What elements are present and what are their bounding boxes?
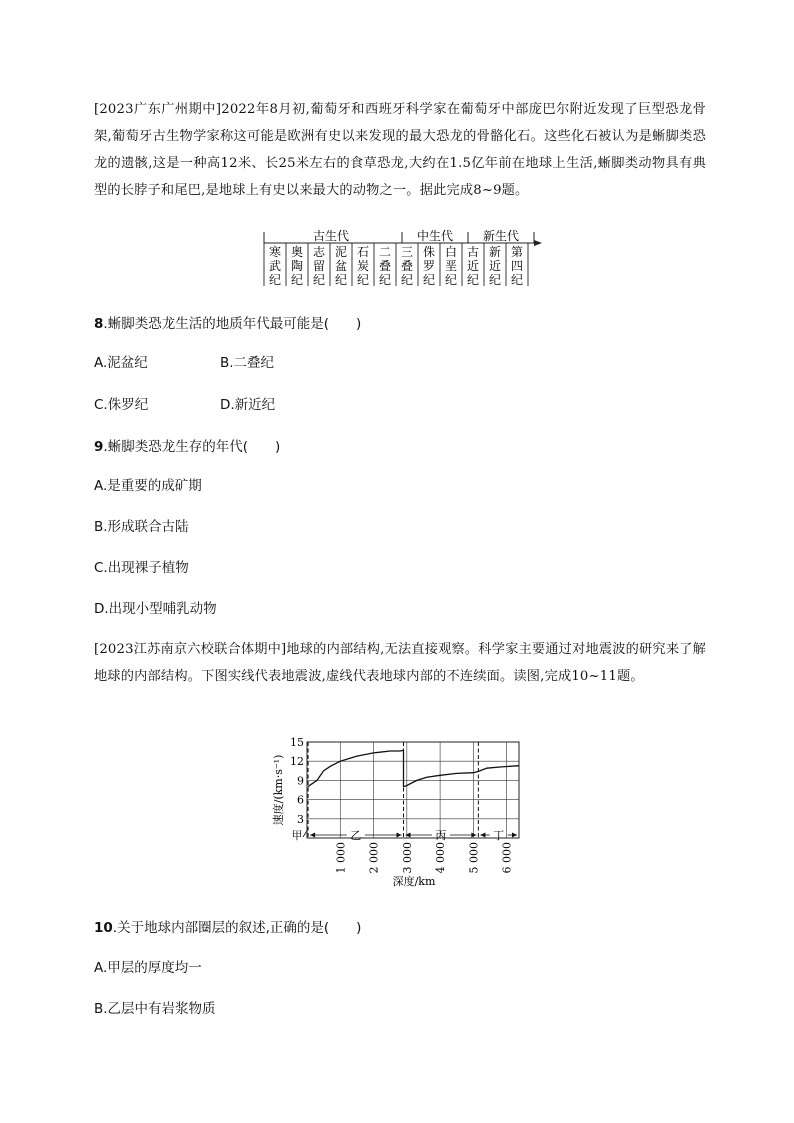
layer-arrow-right xyxy=(396,833,401,838)
x-tick-label: 5 000 xyxy=(467,842,481,874)
period-label: 石炭纪 xyxy=(356,245,370,287)
x-tick-label: 4 000 xyxy=(434,842,448,874)
passage-2-source: [2023江苏南京六校联合体期中] xyxy=(94,642,287,657)
period-label: 古近纪 xyxy=(466,245,480,287)
q9-option-a[interactable]: A.是重要的成矿期 xyxy=(94,478,202,494)
x-tick-label: 3 000 xyxy=(400,842,414,874)
period-label: 泥盆纪 xyxy=(334,245,348,287)
wave-series-line xyxy=(308,750,403,787)
x-axis-label: 深度/km xyxy=(392,875,436,888)
q8-option-c[interactable]: C.侏罗纪 xyxy=(94,397,149,413)
layer-arrow-left xyxy=(310,833,315,838)
q10-option-a[interactable]: A.甲层的厚度均一 xyxy=(94,960,202,976)
period-label: 寒武纪 xyxy=(268,245,282,287)
layer-label: 丁 xyxy=(493,829,505,842)
q9-option-c[interactable]: C.出现裸子植物 xyxy=(94,560,189,576)
passage-1-source: [2023广东广州期中] xyxy=(94,102,222,117)
x-tick-label: 2 000 xyxy=(367,842,381,874)
y-tick-label: 9 xyxy=(297,774,304,788)
y-tick-label: 15 xyxy=(290,736,304,749)
era-label-paleozoic: 古生代 xyxy=(312,229,350,243)
question-9-stem: .蜥脚类恐龙生存的年代( ) xyxy=(103,439,281,455)
period-label: 志留纪 xyxy=(312,245,326,287)
layer-label-jia: 甲 xyxy=(291,829,303,842)
question-8-stem: .蜥脚类恐龙生活的地质年代最可能是( ) xyxy=(103,316,362,332)
seismic-wave-chart xyxy=(268,732,548,892)
period-label: 奥陶纪 xyxy=(290,245,304,287)
q9-option-b[interactable]: B.形成联合古陆 xyxy=(94,519,189,535)
layer-label: 丙 xyxy=(435,829,447,842)
period-label: 二叠纪 xyxy=(378,245,392,287)
y-tick-label: 3 xyxy=(297,812,304,826)
question-10-number: 10 xyxy=(94,920,113,936)
passage-1-text: 2022年8月初,葡萄牙和西班牙科学家在葡萄牙中部庞巴尔附近发现了巨型恐龙骨架,葡萄牙古生物学家称这可能是欧洲有史以来发现的最大恐龙的骨骼化石。这些化石被认为是蜥脚类恐龙的遗骸,这是一种高12米、长25米左右的食草恐龙,大约在1.5亿年前在地球上生活,蜥脚类动物具有典型的长脖子和尾巴,是地球上有史以来最大的动物之一。据此完成8~9题。 xyxy=(94,102,706,198)
period-label: 三叠纪 xyxy=(400,245,414,287)
question-10 xyxy=(94,916,361,936)
geologic-timeline xyxy=(252,226,552,288)
plot-frame xyxy=(307,742,519,838)
q8-option-d[interactable]: D.新近纪 xyxy=(220,397,276,413)
q9-option-d[interactable]: D.出现小型哺乳动物 xyxy=(94,601,217,617)
x-tick-label: 6 000 xyxy=(500,842,514,874)
question-10-stem: .关于地球内部圈层的叙述,正确的是( ) xyxy=(112,920,362,936)
y-tick-label: 12 xyxy=(290,755,304,769)
period-label: 第四纪 xyxy=(510,245,524,287)
layer-arrow-right xyxy=(512,833,517,838)
y-tick-label: 6 xyxy=(297,793,304,807)
question-9 xyxy=(94,435,280,455)
question-8 xyxy=(94,312,361,332)
passage-2 xyxy=(94,636,706,690)
wave-series-line xyxy=(404,766,520,787)
q10-option-b[interactable]: B.乙层中有岩浆物质 xyxy=(94,1001,216,1017)
layer-label: 乙 xyxy=(350,829,362,842)
y-axis-label: 速度/(km·s⁻¹) xyxy=(272,754,285,826)
period-label: 新近纪 xyxy=(488,245,502,287)
period-label: 白垩纪 xyxy=(444,245,458,287)
passage-1 xyxy=(94,96,706,204)
layer-arrow-left xyxy=(405,833,410,838)
era-label-mesozoic: 中生代 xyxy=(416,229,454,243)
layer-arrow-right xyxy=(471,833,476,838)
q8-option-b[interactable]: B.二叠纪 xyxy=(220,355,275,371)
period-label: 侏罗纪 xyxy=(422,245,436,287)
layer-arrow-left xyxy=(480,833,485,838)
passage-2-text: 地球的内部结构,无法直接观察。科学家主要通过对地震波的研究来了解地球的内部结构。下图实线代表地震波,虚线代表地球内部的不连续面。读图,完成10~11题。 xyxy=(94,642,706,684)
era-label-cenozoic: 新生代 xyxy=(482,229,520,243)
x-tick-label: 1 000 xyxy=(334,842,348,874)
question-8-number: 8 xyxy=(94,316,104,332)
question-9-number: 9 xyxy=(94,439,104,455)
q8-option-a[interactable]: A.泥盆纪 xyxy=(94,355,148,371)
